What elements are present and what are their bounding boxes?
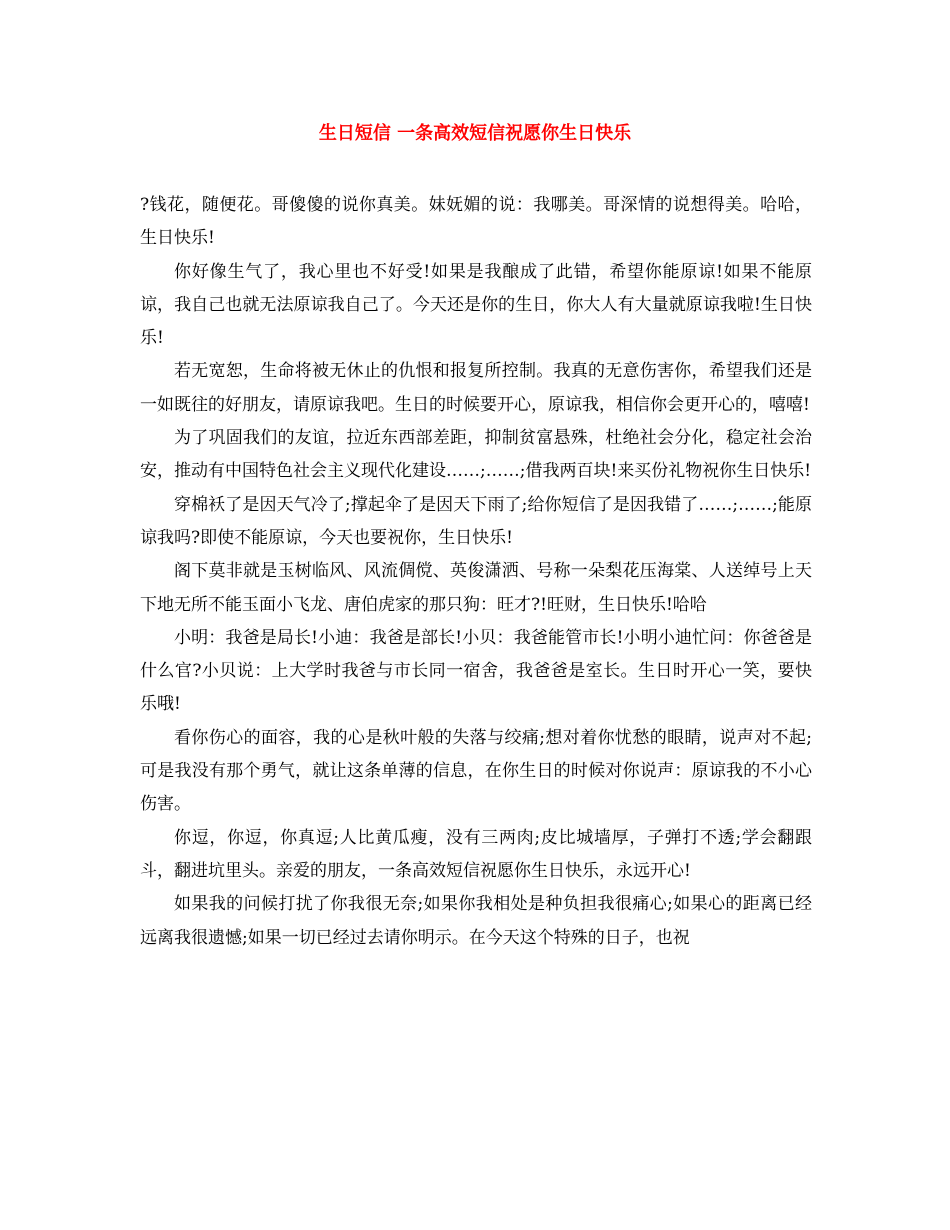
document-title: 生日短信 一条高效短信祝愿你生日快乐 xyxy=(318,123,632,144)
paragraph: 穿棉袄了是因天气冷了;撑起伞了是因天下雨了;给你短信了是因我错了……;……;能原谅我吗?即使不能原谅，今天也要祝你，生日快乐! xyxy=(140,494,812,548)
paragraph: 如果我的问候打扰了你我很无奈;如果你我相处是种负担我很痛心;如果心的距离已经远离我很遗憾;如果一切已经过去请你明示。在今天这个特殊的日子，也祝 xyxy=(140,894,812,948)
paragraph: 看你伤心的面容，我的心是秋叶般的失落与绞痛;想对着你忧愁的眼睛，说声对不起;可是我没有那个勇气，就让这条单薄的信息，在你生日的时候对你说声：原谅我的不小心伤害。 xyxy=(140,727,812,815)
paragraph: 你好像生气了，我心里也不好受!如果是我酿成了此错，希望你能原谅!如果不能原谅，我自己也就无法原谅我自己了。今天还是你的生日，你大人有大量就原谅我啦!生日快乐! xyxy=(140,261,812,349)
paragraph: 小明：我爸是局长!小迪：我爸是部长!小贝：我爸能管市长!小明小迪忙问：你爸爸是什么官?小贝说：上大学时我爸与市长同一宿舍，我爸爸是室长。生日时开心一笑，要快乐哦! xyxy=(140,627,812,715)
paragraph: 你逗，你逗，你真逗;人比黄瓜瘦，没有三两肉;皮比城墙厚，子弹打不透;学会翻跟斗，翻进坑里头。亲爱的朋友，一条高效短信祝愿你生日快乐，永远开心! xyxy=(140,827,812,881)
paragraph: ?钱花，随便花。哥傻傻的说你真美。妹妩媚的说：我哪美。哥深情的说想得美。哈哈，生日快乐! xyxy=(140,195,812,249)
paragraph: 为了巩固我们的友谊，拉近东西部差距，抑制贫富悬殊，杜绝社会分化，稳定社会治安，推动有中国特色社会主义现代化建设……;……;借我两百块!来买份礼物祝你生日快乐! xyxy=(140,428,812,482)
document-body xyxy=(140,189,812,955)
paragraph: 阁下莫非就是玉树临风、风流倜傥、英俊潇洒、号称一朵梨花压海棠、人送绰号上天下地无所不能玉面小飞龙、唐伯虎家的那只狗：旺才?!旺财，生日快乐!哈哈 xyxy=(140,561,812,615)
paragraph: 若无宽恕，生命将被无休止的仇恨和报复所控制。我真的无意伤害你，希望我们还是一如既往的好朋友，请原谅我吧。生日的时候要开心，原谅我，相信你会更开心的，嘻嘻! xyxy=(140,361,812,415)
